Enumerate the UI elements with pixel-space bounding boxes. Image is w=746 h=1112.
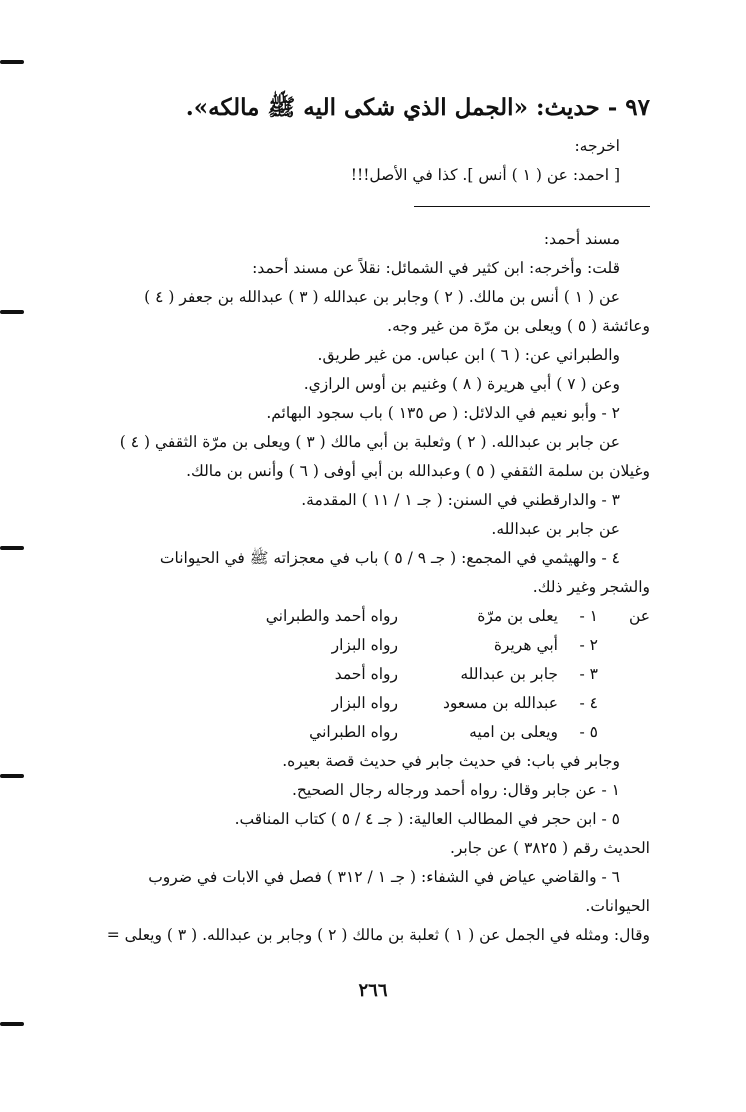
text-line: وقال: ومثله في الجمل عن ( ١ ) ثعلبة بن مالك ( ٢ ) وجابر بن عبدالله. ( ٣ ) ويعلى = [106,926,650,944]
text-line: عن جابر بن عبدالله. ( ٢ ) وثعلبة بن أبي مالك ( ٣ ) ويعلى بن مرّة الثقفي ( ٤ ) [119,433,620,451]
narrator-row [90,602,650,631]
narrator-row [90,689,650,718]
hadith-heading: ٩٧ - حديث: «الجمل الذي شكى اليه ﷺ مالكه». [185,94,650,121]
narrator-prefix [598,689,650,718]
text-line: ٥ - ابن حجر في المطالب العالية: ( جـ ٤ / ٥ ) كتاب المناقب. [234,810,620,828]
text-line: وعائشة ( ٥ ) ويعلى بن مرّة من غير وجه. [387,317,650,335]
narrator-name: ويعلى بن اميه [469,723,558,741]
page-content [90,88,650,950]
text-line: والشجر وغير ذلك. [532,578,650,596]
narrator-number: ١ - [579,607,598,625]
narrator-row [90,718,650,747]
narrator-source: رواه البزار [331,636,398,654]
narrator-prefix [598,660,650,689]
footnote-divider [414,206,650,207]
scan-margin-mark [0,310,24,314]
narrator-number: ٤ - [579,694,598,712]
narrator-name: أبي هريرة [493,636,558,654]
commentary-block-a [90,225,650,602]
narrator-row [90,660,650,689]
narrator-name: يعلى بن مرّة [477,607,558,625]
text-line: ٢ - وأبو نعيم في الدلائل: ( ص ١٣٥ ) باب سجود البهائم. [266,404,620,422]
text-line: ٤ - والهيثمي في المجمع: ( جـ ٩ / ٥ ) باب في معجزاته ﷺ في الحيوانات [159,549,620,567]
text-line: وعن ( ٧ ) أبي هريرة ( ٨ ) وغنيم بن أوس الرازي. [303,375,620,393]
text-line: ٦ - والقاضي عياض في الشفاء: ( جـ ١ / ٣١٢ ) فصل في الابات في ضروب [148,868,620,886]
text-line: الحيوانات. [585,897,650,915]
intro-block [90,132,650,190]
text-line: ١ - عن جابر وقال: رواه أحمد ورجاله رجال الصحيح. [291,781,620,799]
intro-line: اخرجه: [574,137,620,155]
commentary-block-b [90,747,650,950]
scan-margin-mark [0,60,24,64]
text-line: قلت: وأخرجه: ابن كثير في الشمائل: نقلاً عن مسند أحمد: [252,259,620,277]
narrator-number: ٢ - [579,636,598,654]
text-line: والطبراني عن: ( ٦ ) ابن عباس. من غير طريق. [317,346,620,364]
narrator-name: عبدالله بن مسعود [442,694,558,712]
text-line: عن ( ١ ) أنس بن مالك. ( ٢ ) وجابر بن عبدالله ( ٣ ) عبدالله بن جعفر ( ٤ ) [144,288,620,306]
narrator-prefix [598,718,650,747]
narrator-prefix [598,631,650,660]
page-number: ٢٦٦ [358,980,388,1001]
narrator-source: رواه أحمد والطبراني [265,607,398,625]
text-line: الحديث رقم ( ٣٨٢٥ ) عن جابر. [449,839,650,857]
narrator-source: رواه البزار [331,694,398,712]
narrator-row [90,631,650,660]
narrator-number: ٥ - [579,723,598,741]
narrator-source: رواه أحمد [334,665,398,683]
narrator-number: ٣ - [579,665,598,683]
intro-line: [ احمد: عن ( ١ ) أنس ]. كذا في الأصل!!! [350,166,620,184]
text-line: ٣ - والدارقطني في السنن: ( جـ ١ / ١١ ) المقدمة. [301,491,620,509]
scan-margin-mark [0,546,24,550]
scan-margin-mark [0,1022,24,1026]
text-line: مسند أحمد: [543,230,620,248]
text-line: وغيلان بن سلمة الثقفي ( ٥ ) وعبدالله بن أبي أوفى ( ٦ ) وأنس بن مالك. [186,462,650,480]
text-line: وجابر في باب: في حديث جابر في حديث قصة بعيره. [282,752,620,770]
text-line: عن جابر بن عبدالله. [491,520,620,538]
narrator-list [90,602,650,747]
narrator-source: رواه الطبراني [309,723,398,741]
narrator-prefix: عن [628,607,650,625]
scan-margin-mark [0,774,24,778]
narrator-name: جابر بن عبدالله [460,665,558,683]
